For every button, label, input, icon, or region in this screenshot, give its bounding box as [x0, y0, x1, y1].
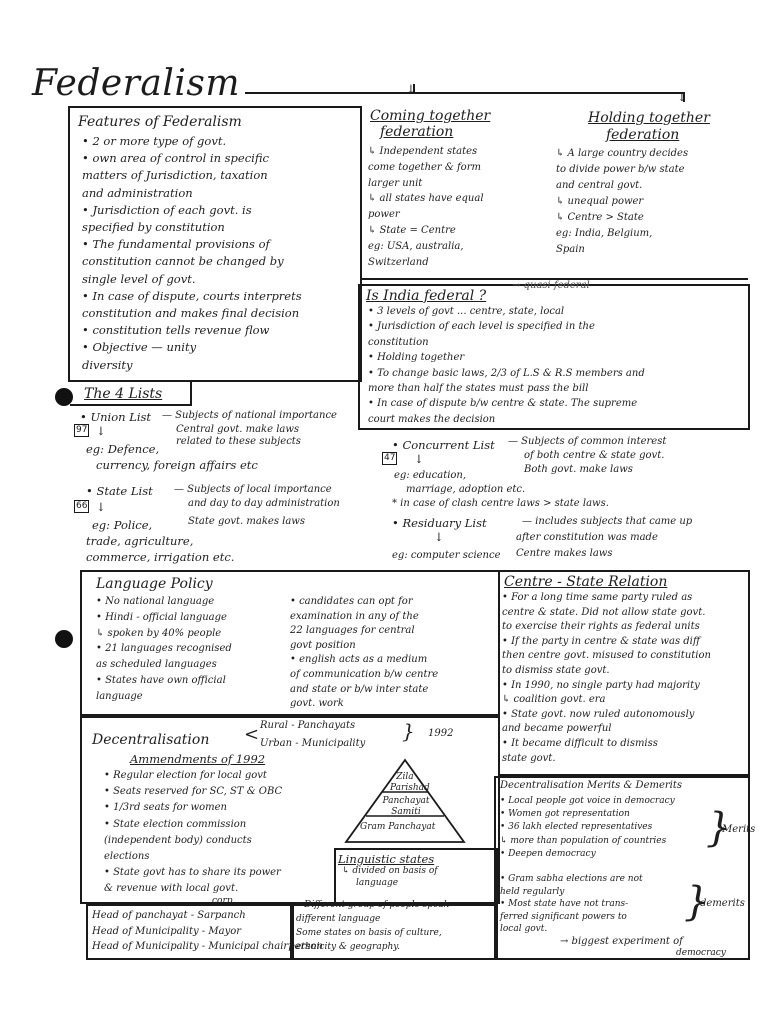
list-item: ↳ coalition govt. era	[502, 694, 606, 706]
heads-corp-note: corp.	[212, 896, 236, 906]
centre-state-heading: Centre - State Relation	[504, 574, 668, 590]
list-item: • 36 lakh elected representatives	[500, 822, 653, 833]
list-item: govt. work	[290, 698, 344, 710]
list-item: ↳ spoken by 40% people	[96, 627, 222, 639]
merits-heading: Decentralisation Merits & Demerits	[500, 780, 683, 791]
residuary-label: • Residuary List	[392, 516, 487, 530]
state-label: • State List	[86, 484, 153, 498]
list-item: • constitution tells revenue flow	[82, 323, 270, 338]
list-item: • Women got representation	[500, 809, 630, 820]
list-item: different language	[296, 914, 381, 924]
list-item: Head of Municipality - Municipal chairperson	[92, 941, 323, 952]
linguistic-sub: ↳ divided on basis of	[342, 866, 438, 876]
holding-heading: Holding together	[588, 110, 710, 126]
list-item: • State govt has to share its power	[104, 867, 281, 879]
list-item: • Most state have not trans-	[500, 899, 629, 910]
state-eg: trade, agriculture,	[86, 534, 194, 548]
union-label: • Union List	[80, 410, 152, 424]
lists-heading: The 4 Lists	[84, 386, 163, 402]
list-item: constitution	[368, 336, 429, 348]
residuary-desc: — includes subjects that came up	[522, 516, 693, 527]
list-item: (independent body) conducts	[104, 834, 252, 846]
list-item: • 3 levels of govt ... centre, state, local	[368, 306, 565, 317]
list-item: elections	[104, 851, 150, 862]
list-item: • In case of dispute b/w centre & state. The supreme	[368, 398, 638, 410]
page-title: Federalism	[32, 63, 240, 104]
india-heading: Is India federal ?	[366, 288, 487, 304]
list-item: ↳ Centre > State	[556, 212, 644, 223]
concurrent-num: 47	[384, 453, 396, 463]
decentral-urban: Urban - Municipality	[260, 738, 366, 749]
list-item: held regularly	[500, 886, 565, 897]
coming-heading-2: federation	[380, 124, 454, 140]
list-item: • In 1990, no single party had majority	[502, 679, 700, 691]
list-item: • Deepen democracy	[500, 848, 596, 859]
demerits-label: demerits	[700, 898, 745, 909]
list-item: • If the party in centre & state was diff	[502, 635, 700, 647]
list-item: ethnicity & geography.	[296, 942, 401, 952]
list-item: local govt.	[500, 924, 548, 935]
punch-hole	[55, 630, 73, 648]
list-item: • No national language	[96, 596, 215, 607]
list-item: eg: USA, australia,	[368, 240, 464, 252]
list-item: ↳ Independent states	[368, 146, 478, 157]
merits-label: Merits	[722, 824, 756, 835]
state-desc: — Subjects of local importance	[174, 484, 332, 495]
list-item: language	[96, 690, 143, 702]
decentral-heading: Decentralisation	[92, 732, 210, 748]
concurrent-label: • Concurrent List	[392, 438, 495, 452]
list-item: ↳ all states have equal	[368, 193, 484, 205]
state-num: 66	[76, 501, 88, 511]
list-item: as scheduled languages	[96, 659, 217, 671]
list-item: • 21 languages recognised	[96, 643, 232, 655]
concurrent-eg: eg: education,	[394, 470, 467, 481]
linguistic-heading: Linguistic states	[338, 852, 435, 866]
concurrent-desc: — Subjects of common interest	[508, 436, 667, 447]
pyramid-base: Gram Panchayat	[360, 822, 436, 832]
list-item: to divide power b/w state	[556, 164, 685, 175]
list-item: come together & form	[368, 161, 481, 173]
list-item: state govt.	[502, 752, 556, 764]
list-item: • State govt. now ruled autonomously	[502, 708, 695, 720]
india-aside: → quasi federal	[512, 280, 590, 291]
pyramid-mid: Panchayat Samiti	[382, 796, 430, 817]
list-item: • english acts as a medium	[290, 654, 428, 666]
list-item: • own area of control in specific	[82, 151, 269, 166]
list-item: • The fundamental provisions of	[82, 237, 270, 252]
decentral-year: 1992	[428, 728, 454, 739]
concurrent-desc: Both govt. make laws	[524, 464, 633, 475]
list-item: more than half the states must pass the bill	[368, 383, 589, 394]
arrow-head: ↓	[406, 82, 416, 96]
concurrent-eg: marriage, adoption etc.	[406, 484, 526, 495]
list-item: ↳ unequal power	[556, 196, 644, 207]
union-eg: currency, foreign affairs etc	[96, 458, 258, 472]
list-item: • Jurisdiction of each level is specified in the	[368, 321, 595, 333]
list-item: and administration	[82, 185, 193, 200]
list-item: court makes the decision	[368, 413, 496, 425]
language-heading: Language Policy	[96, 576, 213, 592]
list-item: Spain	[556, 244, 585, 255]
down-arrow: ↓	[414, 452, 424, 466]
brace: }	[402, 719, 415, 743]
list-item: then centre govt. misused to constitution	[502, 650, 711, 662]
list-item: Head of Municipality - Mayor	[92, 925, 242, 937]
title-arrow-line	[245, 92, 683, 94]
list-item: • Objective — unity	[82, 340, 197, 355]
holding-heading-2: federation	[606, 127, 680, 143]
features-heading: Features of Federalism	[78, 114, 242, 130]
list-item: eg: India, Belgium,	[556, 228, 653, 239]
list-item: diversity	[82, 357, 133, 372]
list-item: ↳ more than population of countries	[500, 835, 667, 846]
amend-heading: Ammendments of 1992	[130, 752, 266, 766]
pyramid-top: Zila Parishad	[390, 772, 430, 793]
list-item: govt position	[290, 639, 356, 651]
list-item: • Hindi - official language	[96, 611, 227, 623]
list-item: specified by constitution	[82, 220, 225, 234]
list-item: Head of panchayat - Sarpanch	[92, 910, 246, 921]
list-item: to exercise their rights as federal units	[502, 621, 700, 633]
down-arrow: ↓	[96, 500, 106, 514]
union-eg: eg: Defence,	[86, 442, 160, 456]
list-item: matters of Jurisdiction, taxation	[82, 168, 268, 183]
list-item: ↳ State = Centre	[368, 225, 456, 236]
list-item: power	[368, 209, 400, 221]
list-item: • Gram sabha elections are not	[500, 874, 643, 884]
merits-tail-2: democracy	[676, 948, 726, 958]
state-desc: and day to day administration	[188, 498, 340, 509]
list-item: • Local people got voice in democracy	[500, 796, 675, 806]
coming-heading: Coming together	[370, 108, 491, 124]
list-item: and central govt.	[556, 180, 643, 191]
union-desc: Central govt. make laws	[176, 424, 300, 435]
list-item: Switzerland	[368, 256, 429, 268]
list-item: • In case of dispute, courts interprets	[82, 288, 302, 303]
list-item: • To change basic laws, 2/3 of L.S & R.S members and	[368, 367, 645, 379]
list-item: • Regular election for local govt	[104, 770, 267, 781]
list-item: • Jurisdiction of each govt. is	[82, 202, 252, 217]
list-item: • Seats reserved for SC, ST & OBC	[104, 786, 283, 798]
divider	[70, 404, 192, 406]
list-item: • Holding together	[368, 352, 465, 364]
down-arrow: ↓	[96, 424, 106, 438]
list-item: • For a long time same party ruled as	[502, 592, 693, 603]
list-item: • 1/3rd seats for women	[104, 802, 227, 814]
state-desc: State govt. makes laws	[188, 516, 305, 527]
residuary-desc: Centre makes laws	[516, 548, 613, 559]
merits-tail: → biggest experiment of	[560, 936, 683, 947]
divider	[190, 380, 192, 404]
list-item: • It became difficult to dismiss	[502, 738, 658, 749]
union-num: 97	[76, 425, 88, 435]
residuary-desc: after constitution was made	[516, 532, 658, 543]
brace: <	[244, 724, 260, 745]
brace: }	[684, 879, 710, 925]
list-item: • Different group of people speak	[296, 900, 450, 910]
union-desc: related to these subjects	[176, 436, 301, 447]
state-eg: commerce, irrigation etc.	[86, 550, 235, 564]
residuary-eg: eg: computer science	[392, 550, 501, 561]
list-item: ↳ A large country decides	[556, 148, 689, 159]
list-item: to dismiss state govt.	[502, 665, 610, 676]
list-item: constitution cannot be changed by	[82, 254, 284, 269]
list-item: constitution and makes final decision	[82, 306, 300, 320]
list-item: 22 languages for central	[290, 625, 415, 637]
list-item: ferred significant powers to	[500, 911, 627, 922]
list-item: • State election commission	[104, 818, 247, 830]
linguistic-sub: language	[356, 878, 399, 888]
list-item: & revenue with local govt.	[104, 883, 239, 895]
list-item: larger unit	[368, 177, 423, 189]
list-item: of communication b/w centre	[290, 669, 439, 680]
decentral-rural: Rural - Panchayats	[260, 720, 356, 731]
down-arrow: ↓	[434, 530, 444, 544]
union-desc: — Subjects of national importance	[162, 410, 337, 421]
list-item: and state or b/w inter state	[290, 683, 429, 695]
list-item: examination in any of the	[290, 610, 419, 622]
list-item: • 2 or more type of govt.	[82, 134, 227, 148]
list-item: and became powerful	[502, 723, 612, 735]
list-item: • States have own official	[96, 675, 226, 686]
list-item: single level of govt.	[82, 271, 196, 286]
list-item: • candidates can opt for	[290, 596, 413, 607]
list-item: Some states on basis of culture,	[296, 928, 442, 938]
concurrent-desc: of both centre & state govt.	[524, 450, 665, 461]
list-item: centre & state. Did not allow state govt.	[502, 606, 706, 618]
state-eg: eg: Police,	[92, 518, 153, 532]
brace: }	[706, 805, 732, 851]
concurrent-eg: * in case of clash centre laws > state laws.	[392, 498, 609, 509]
arrow-head: ↓	[677, 90, 687, 104]
